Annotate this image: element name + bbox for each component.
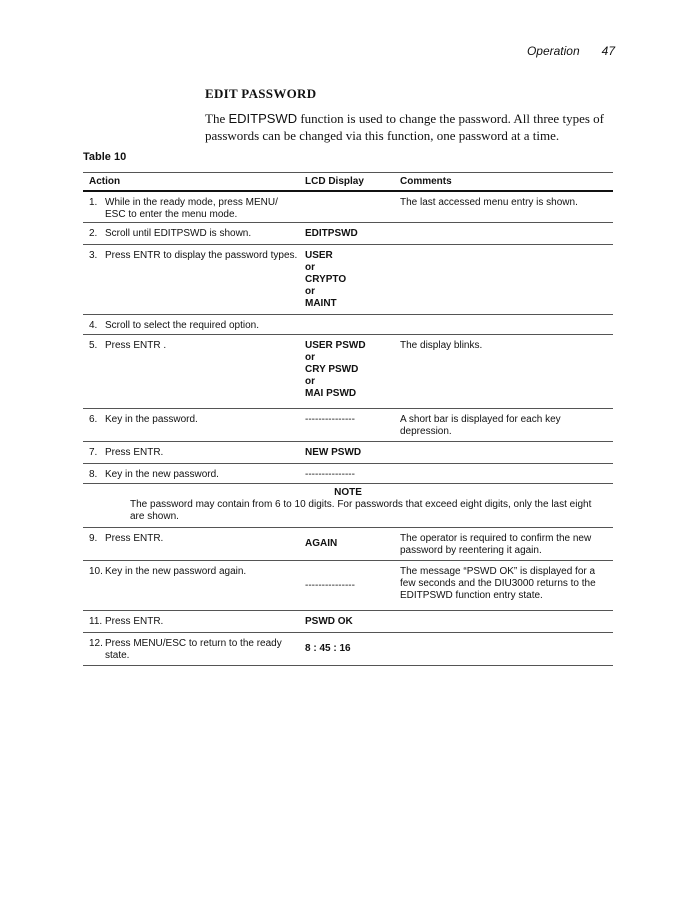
comment-cell: The operator is required to confirm the new password by reentering it again. [400,533,592,556]
step-number: 7. [89,447,98,458]
lcd-cell [305,633,400,665]
step-text: While in the ready mode, press MENU/ ESC to enter the menu mode. [105,197,278,220]
step-number: 11. [89,616,103,627]
step-number: 1. [89,197,98,208]
lcd-line: --------------- [305,469,355,480]
procedure-table [83,172,613,666]
action-cell [83,414,305,441]
intro-before: The [205,111,229,126]
intro-after: function is used to change the password. All three types of passwords can be changed via this function, one password at a time. [205,111,604,143]
lcd-cell [305,616,400,632]
action-cell [83,616,305,632]
step-number: 3. [89,250,98,261]
table-row [83,611,613,633]
lcd-cell [305,447,400,463]
table-row [83,223,613,245]
step-text: Press MENU/ESC to return to the ready state. [105,638,282,661]
step-number: 9. [89,533,98,544]
lcd-line: --------------- [305,414,355,425]
lcd-cell [305,561,400,610]
step-text: Key in the password. [105,414,198,425]
comment-cell [400,638,613,665]
action-cell [83,197,305,222]
step-text: Key in the new password again. [105,566,247,577]
comment-cell: The last accessed menu entry is shown. [400,197,578,208]
table-row [83,464,613,484]
table-row [83,335,613,409]
lcd-line: MAI PSWD [305,388,357,399]
lcd-line: PSWD OK [305,616,353,627]
table-row [83,192,613,223]
lcd-cell [305,228,400,244]
action-cell [83,320,305,334]
comment-cell [400,469,613,483]
action-cell [83,638,305,665]
lcd-line: 8 : 45 : 16 [305,643,351,654]
intro-paragraph [205,110,605,144]
lcd-line: or [305,286,315,297]
lcd-line: CRY PSWD [305,364,359,375]
column-header-lcd: LCD Display [305,175,364,187]
column-header-action: Action [89,175,121,187]
lcd-line: AGAIN [305,538,338,549]
table-body-b [83,528,613,666]
comment-cell: A short bar is displayed for each key depression. [400,414,561,437]
lcd-cell [305,528,400,560]
table-label: Table 10 [83,151,127,163]
column-header-comments: Comments [400,175,452,187]
step-number: 12. [89,638,103,649]
comment-cell: The display blinks. [400,340,483,351]
lcd-line: or [305,376,315,387]
step-number: 8. [89,469,98,480]
note-block [83,484,613,528]
lcd-cell [305,197,400,222]
section-title: EDIT PASSWORD [205,86,317,101]
table-row [83,409,613,442]
step-text: Scroll to select the required option. [105,320,259,331]
action-cell [83,533,305,560]
table-row [83,315,613,335]
note-title: NOTE [334,487,362,498]
lcd-cell [305,414,400,441]
action-cell [83,340,305,408]
page-header [527,44,615,58]
lcd-line: NEW PSWD [305,447,362,458]
table-row [83,561,613,611]
action-cell [83,469,305,483]
page-number: 47 [601,44,615,58]
table-header-row [83,172,613,192]
comment-cell [400,616,613,632]
lcd-line: EDITPSWD [305,228,358,239]
lcd-line: MAINT [305,298,337,309]
lcd-line: CRYPTO [305,274,347,285]
action-cell [83,447,305,463]
comment-cell [400,250,613,314]
table-row [83,245,613,315]
step-text: Press ENTR. [105,616,164,627]
comment-cell [400,320,613,334]
step-number: 2. [89,228,98,239]
lcd-cell [305,469,400,483]
action-cell [83,250,305,314]
comment-cell: The message “PSWD OK” is displayed for a few seconds and the DIU3000 returns to the EDITPSWD function entry state. [400,566,596,601]
comment-cell [400,447,613,463]
step-number: 6. [89,414,98,425]
intro-function-name: EDITPSWD [228,111,298,126]
lcd-cell [305,320,400,334]
step-text: Press ENTR to display the password types. [105,250,298,261]
lcd-line: --------------- [305,579,355,591]
action-cell [83,566,305,610]
note-text: The password may contain from 6 to 10 digits. For passwords that exceed eight digits, only the last eight are shown. [130,499,592,522]
lcd-line: or [305,352,315,363]
step-text: Scroll until EDITPSWD is shown. [105,228,252,239]
step-text: Key in the new password. [105,469,219,480]
lcd-cell [305,340,400,408]
table-row [83,528,613,561]
table-body-a [83,192,613,484]
comment-cell [400,228,613,244]
lcd-line: or [305,262,315,273]
step-text: Press ENTR. [105,447,164,458]
lcd-cell [305,250,400,314]
lcd-line: USER [305,250,333,261]
table-row [83,633,613,666]
step-number: 5. [89,340,98,351]
step-text: Press ENTR . [105,340,167,351]
action-cell [83,228,305,244]
header-section: Operation [526,44,580,58]
lcd-line: USER PSWD [305,340,366,351]
table-row [83,442,613,464]
step-number: 10. [89,566,103,577]
step-number: 4. [89,320,98,331]
step-text: Press ENTR. [105,533,164,544]
